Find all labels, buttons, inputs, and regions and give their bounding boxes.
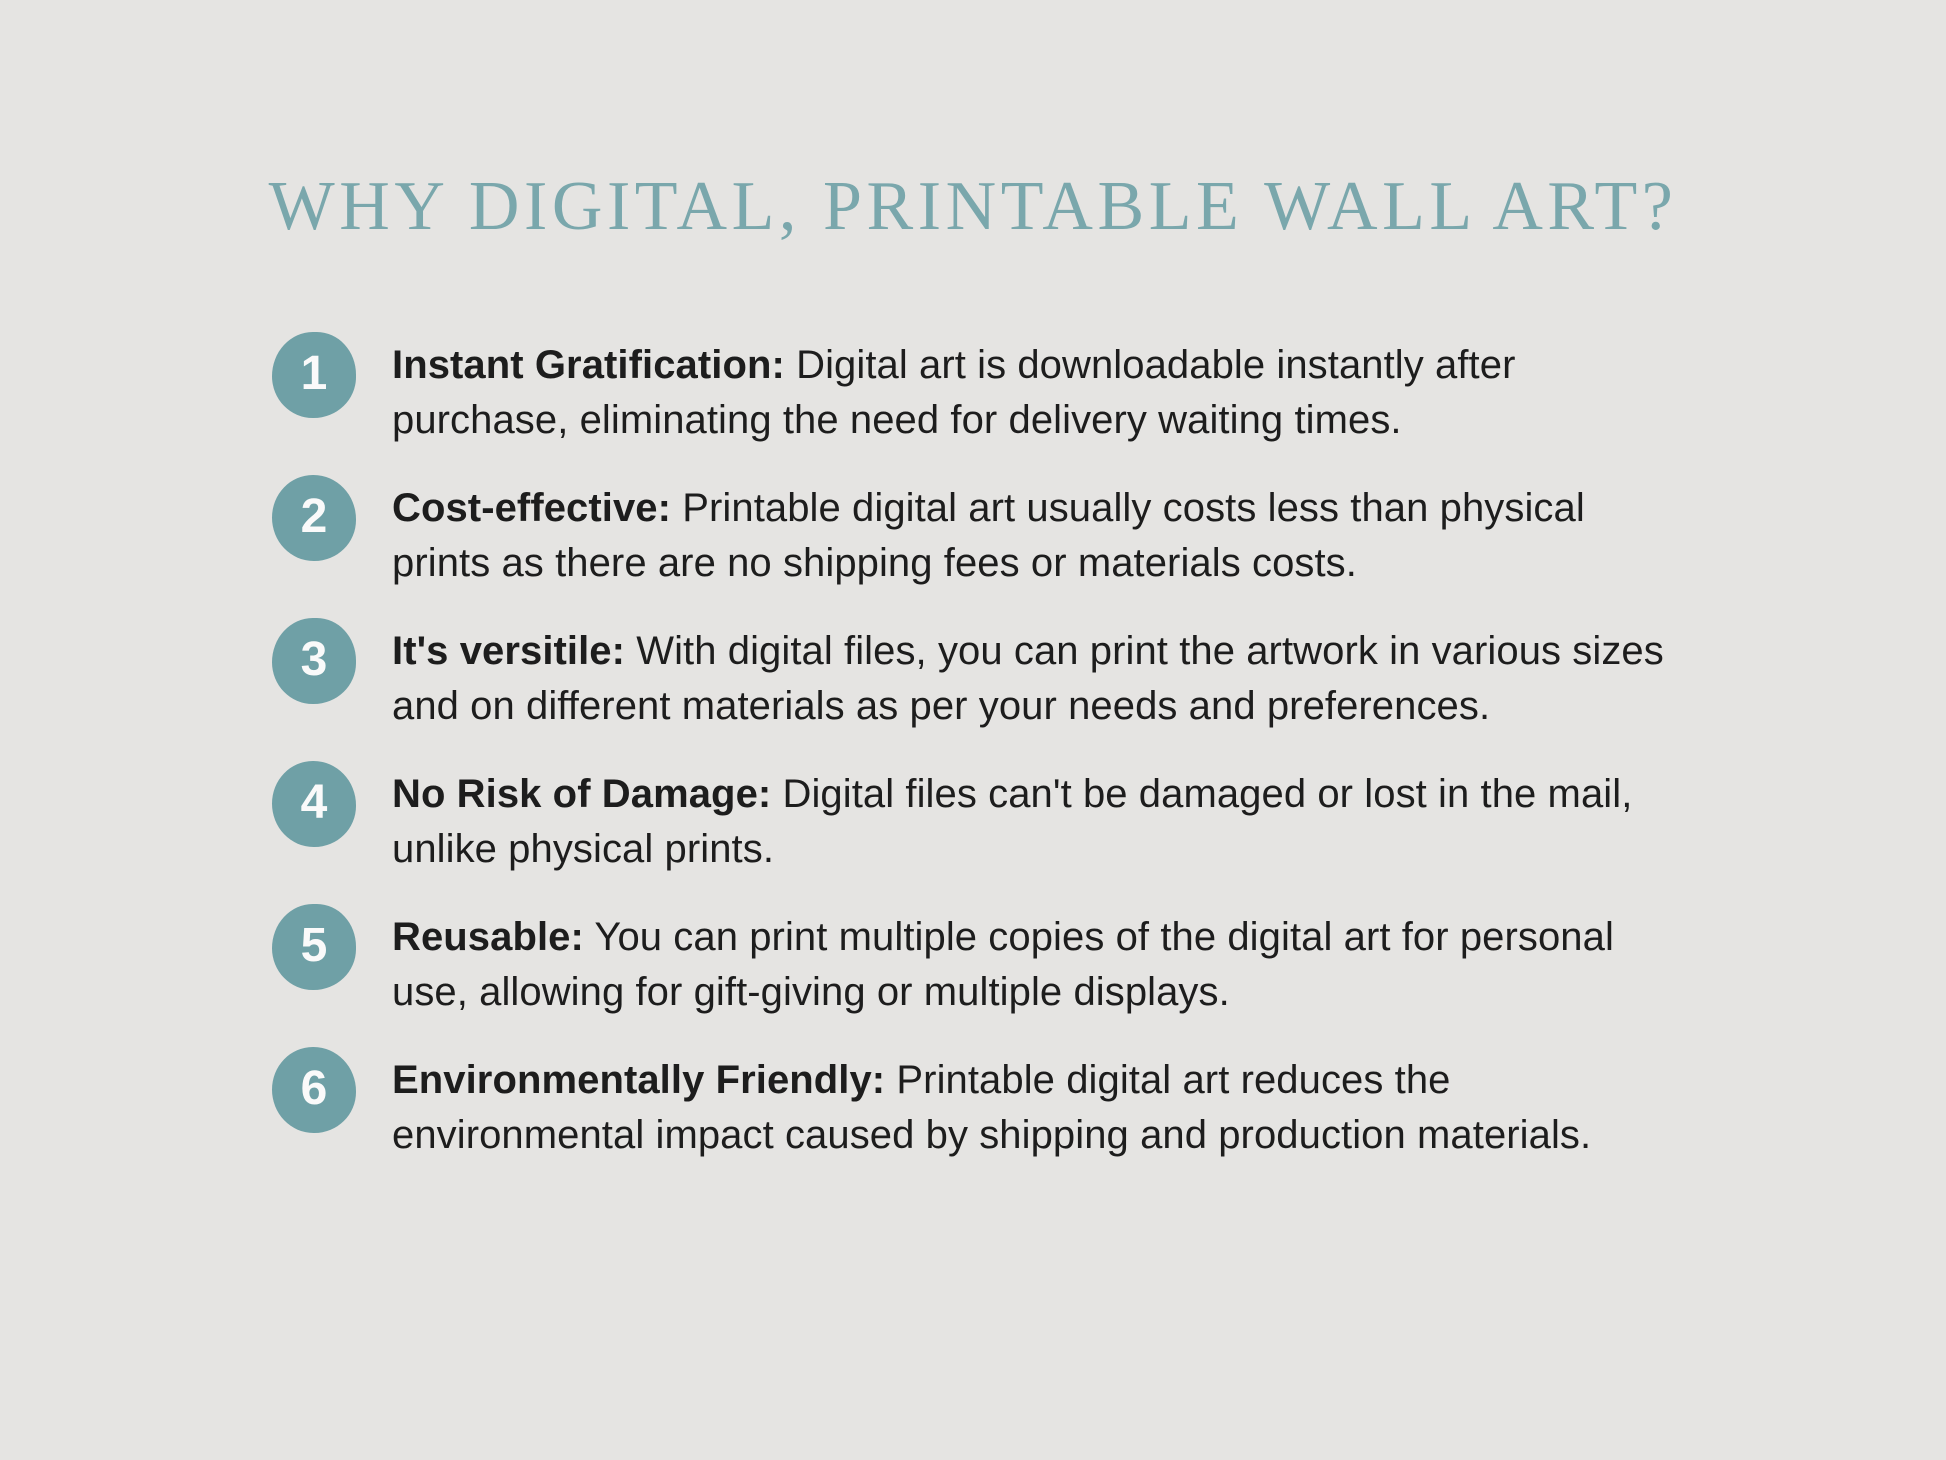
number-badge-circle [272,618,356,704]
number-badge-circle [272,475,356,561]
item-text [392,481,1677,591]
item-description: Printable digital art usually costs less than physical prints as there are no shipping fees or materials costs. [392,486,1585,585]
item-label: Cost-effective: [392,486,672,530]
item-text [392,767,1677,877]
item-number: 1 [300,346,328,400]
item-label: Environmentally Friendly: [392,1058,886,1102]
item-label: No Risk of Damage: [392,772,772,816]
item-text [392,624,1677,734]
item-text [392,1053,1677,1163]
item-description: With digital files, you can print the artwork in various sizes and on different materials as per your needs and preferences. [392,629,1664,728]
item-number: 2 [300,489,328,543]
item-description: You can print multiple copies of the digital art for personal use, allowing for gift-giving or multiple displays. [392,915,1614,1014]
item-number: 3 [300,632,328,686]
page-title: WHY DIGITAL, PRINTABLE WALL ART? [268,168,1678,245]
list-item [272,1053,1692,1163]
number-badge-circle [272,1047,356,1133]
item-description: Digital files can't be damaged or lost in the mail, unlike physical prints. [392,772,1633,871]
item-label: Reusable: [392,915,584,959]
list-item [272,481,1692,591]
item-description: Printable digital art reduces the environmental impact caused by shipping and production materials. [392,1058,1592,1157]
item-number: 5 [300,918,328,972]
list-item [272,338,1692,448]
benefits-list [272,338,1692,1196]
number-badge-circle [272,904,356,990]
item-text [392,910,1677,1020]
item-description: Digital art is downloadable instantly after purchase, eliminating the need for delivery waiting times. [392,343,1516,442]
item-label: It's versitile: [392,629,626,673]
number-badge-circle [272,332,356,418]
list-item [272,910,1692,1020]
item-text [392,338,1677,448]
item-number: 6 [300,1061,328,1115]
list-item [272,624,1692,734]
item-label: Instant Gratification: [392,343,785,387]
number-badge-circle [272,761,356,847]
item-number: 4 [300,775,328,829]
list-item [272,767,1692,877]
